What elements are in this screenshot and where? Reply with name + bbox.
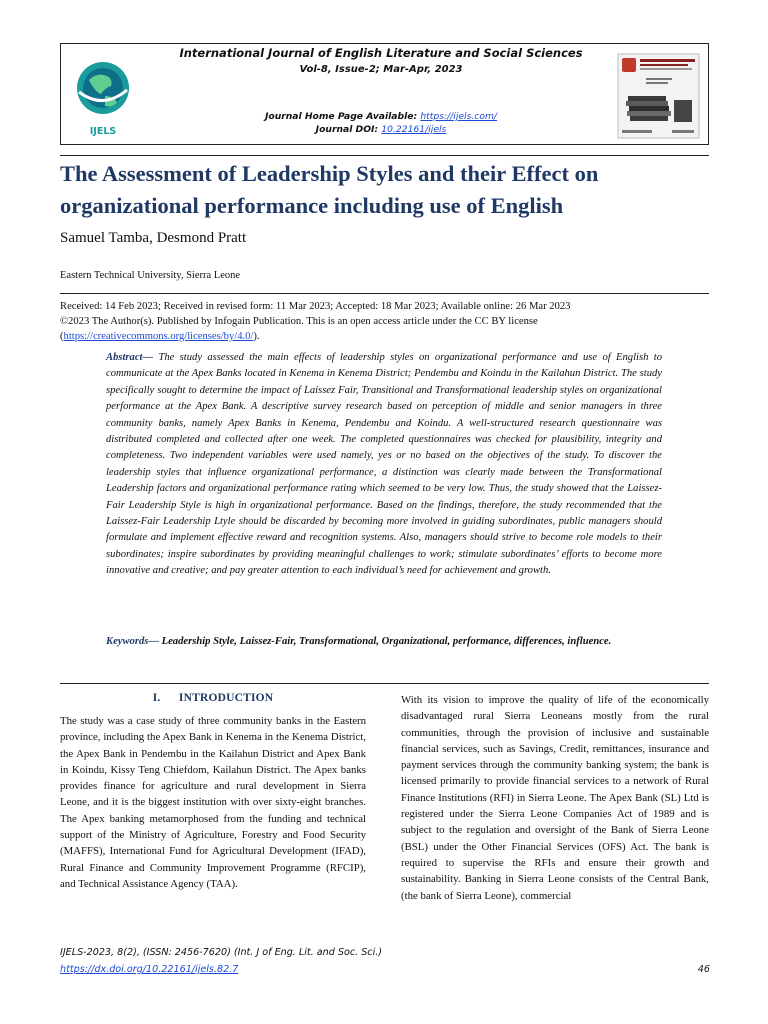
license-open: ( xyxy=(60,331,64,342)
page-number: 46 xyxy=(697,964,710,975)
abstract-text: The study assessed the main effects of leadership styles on organizational performance and use of English to communicate at the Apex Banks located in Kenema in Kenema District; Pendembu and Koindu in the Kailahun District. The study specifically sought to determine the impact of Laissez Fair, Transitional and Transformational leadership styles on organizational performance at the Apex Bank. A descriptive survey research based on perception of middle and senior managers in three community banks, namely Apex Banks in Kenema, Pendembu and Koindu. A well-structured research questionnaire was distributed completed and collected after one week. The completed questionnaires was checked for plausibility, integrity and completeness. Two independent variables were used namely, yes or no based on the objectives of the study. To discover the leadership styles that influence organizational performance, a distinction was clearly made between the Transformational Leadership factors and organizational performance rating which seemed to be very low. Thus, the study showed that the Laissez-Fair Leadership Style is high in organizational performance. Based on the findings, therefore, the study recommended that the Laissez-Fair Leadership Ltyle should be discarded by becoming more involved in guiding subordinates, public managers should formulate and implement effective reward and recognition systems. Also, managers should strive to become role models to their subordinates; inspire subordinates by providing meaningful challenges to work; stimulate subordinates’ efforts to become more innovative and creative; and pay greater attention to each individual’s need for achievement and growth. xyxy=(106,352,662,577)
journal-header xyxy=(60,43,709,145)
homepage-link[interactable]: https://ijels.com/ xyxy=(420,111,498,122)
keywords-label: Keywords— xyxy=(106,636,159,647)
body-rule xyxy=(60,683,709,684)
publication-dates xyxy=(60,299,720,344)
homepage-line xyxy=(151,111,611,122)
copyright-line: ©2023 The Author(s). Published by Infogain Publication. This is an open access article under the CC BY license xyxy=(60,316,538,327)
dates-line: Received: 14 Feb 2023; Received in revised form: 11 Mar 2023; Accepted: 18 Mar 2023; Available online: 26 Mar 2023 xyxy=(60,301,571,312)
globe-icon xyxy=(75,56,131,138)
section-rule xyxy=(60,293,709,294)
journal-cover-image xyxy=(616,52,701,140)
abstract-label: Abstract— xyxy=(106,352,154,363)
header-rule xyxy=(60,155,709,156)
keywords xyxy=(106,634,662,650)
journal-doi-link[interactable]: 10.22161/ijels xyxy=(381,124,447,135)
right-column-text: With its vision to improve the quality of life of the economically disadvantaged rural Sierra Leoneans mostly from the rural communities, through the provision of inclusive and sustainable financial services, such as Savings, Credit, remittances, insurance and payment services through the community banking system; the bank is licensed primarily to provide financial services to a network of Rural Finance Institutions (RFI) in Sierra Leone. The Apex Bank (SL) Ltd is registered under the Sierra Leone Companies Act of 1989 and is subject to the regulation and oversight of the Bank of Sierra Leone (BSL) under the Other Financial Services (OFS) Act. The bank is required to supervise the RFIs and ensure their growth and sustainability. Banking in Sierra Leone consists of the Central Bank, (the bank of Sierra Leone), commercial xyxy=(401,694,709,902)
keywords-text: Leadership Style, Laissez-Fair, Transformational, Organizational, performance, differences, influence. xyxy=(158,636,612,647)
affiliation: Eastern Technical University, Sierra Leone xyxy=(60,270,241,281)
abstract xyxy=(106,350,662,580)
logo-text: IJELS xyxy=(89,126,117,137)
doi-label: Journal DOI: xyxy=(315,124,382,135)
doi-line xyxy=(151,124,611,135)
footer-citation: IJELS-2023, 8(2), (ISSN: 2456-7620) (Int. J of Eng. Lit. and Soc. Sci.) xyxy=(60,947,383,958)
authors: Samuel Tamba, Desmond Pratt xyxy=(60,230,247,246)
homepage-label: Journal Home Page Available: xyxy=(264,111,421,122)
volume-issue: Vol-8, Issue-2; Mar-Apr, 2023 xyxy=(299,64,463,75)
footer-doi-link[interactable]: https://dx.doi.org/10.22161/ijels.82.7 xyxy=(60,964,239,975)
journal-title: International Journal of English Literature and Social Sciences xyxy=(179,46,583,60)
paper-title: The Assessment of Leadership Styles and their Effect on organizational performance including use of English xyxy=(60,161,599,218)
license-close: ). xyxy=(253,331,260,342)
license-line xyxy=(60,329,720,344)
left-column-text: The study was a case study of three community banks in the Eastern province, including the Apex Bank in Kenema in the Kenema District, the Apex Bank in Pendembu in the Kailahun District and Apex Bank in Koindu, Kissy Teng Chiefdom, Kailahun District. The Apex banks provides finance for agriculture and rural development in Sierra Leone, and it is the biggest institution with over sixty-eight branches. The Apex banking metamorphosed from the funding and technical support of the Ministry of Agriculture, Forestry and Food Security (MAFFS), International Fund for Agricultural Development (IFAD), Rural Finance and Community Improvement Programme (RFCIP), and Technical Assistance Agency (TAA). xyxy=(60,715,366,890)
license-link[interactable]: https://creativecommons.org/licenses/by/4.0/ xyxy=(63,331,254,342)
introduction-heading: I. INTRODUCTION xyxy=(152,692,274,704)
